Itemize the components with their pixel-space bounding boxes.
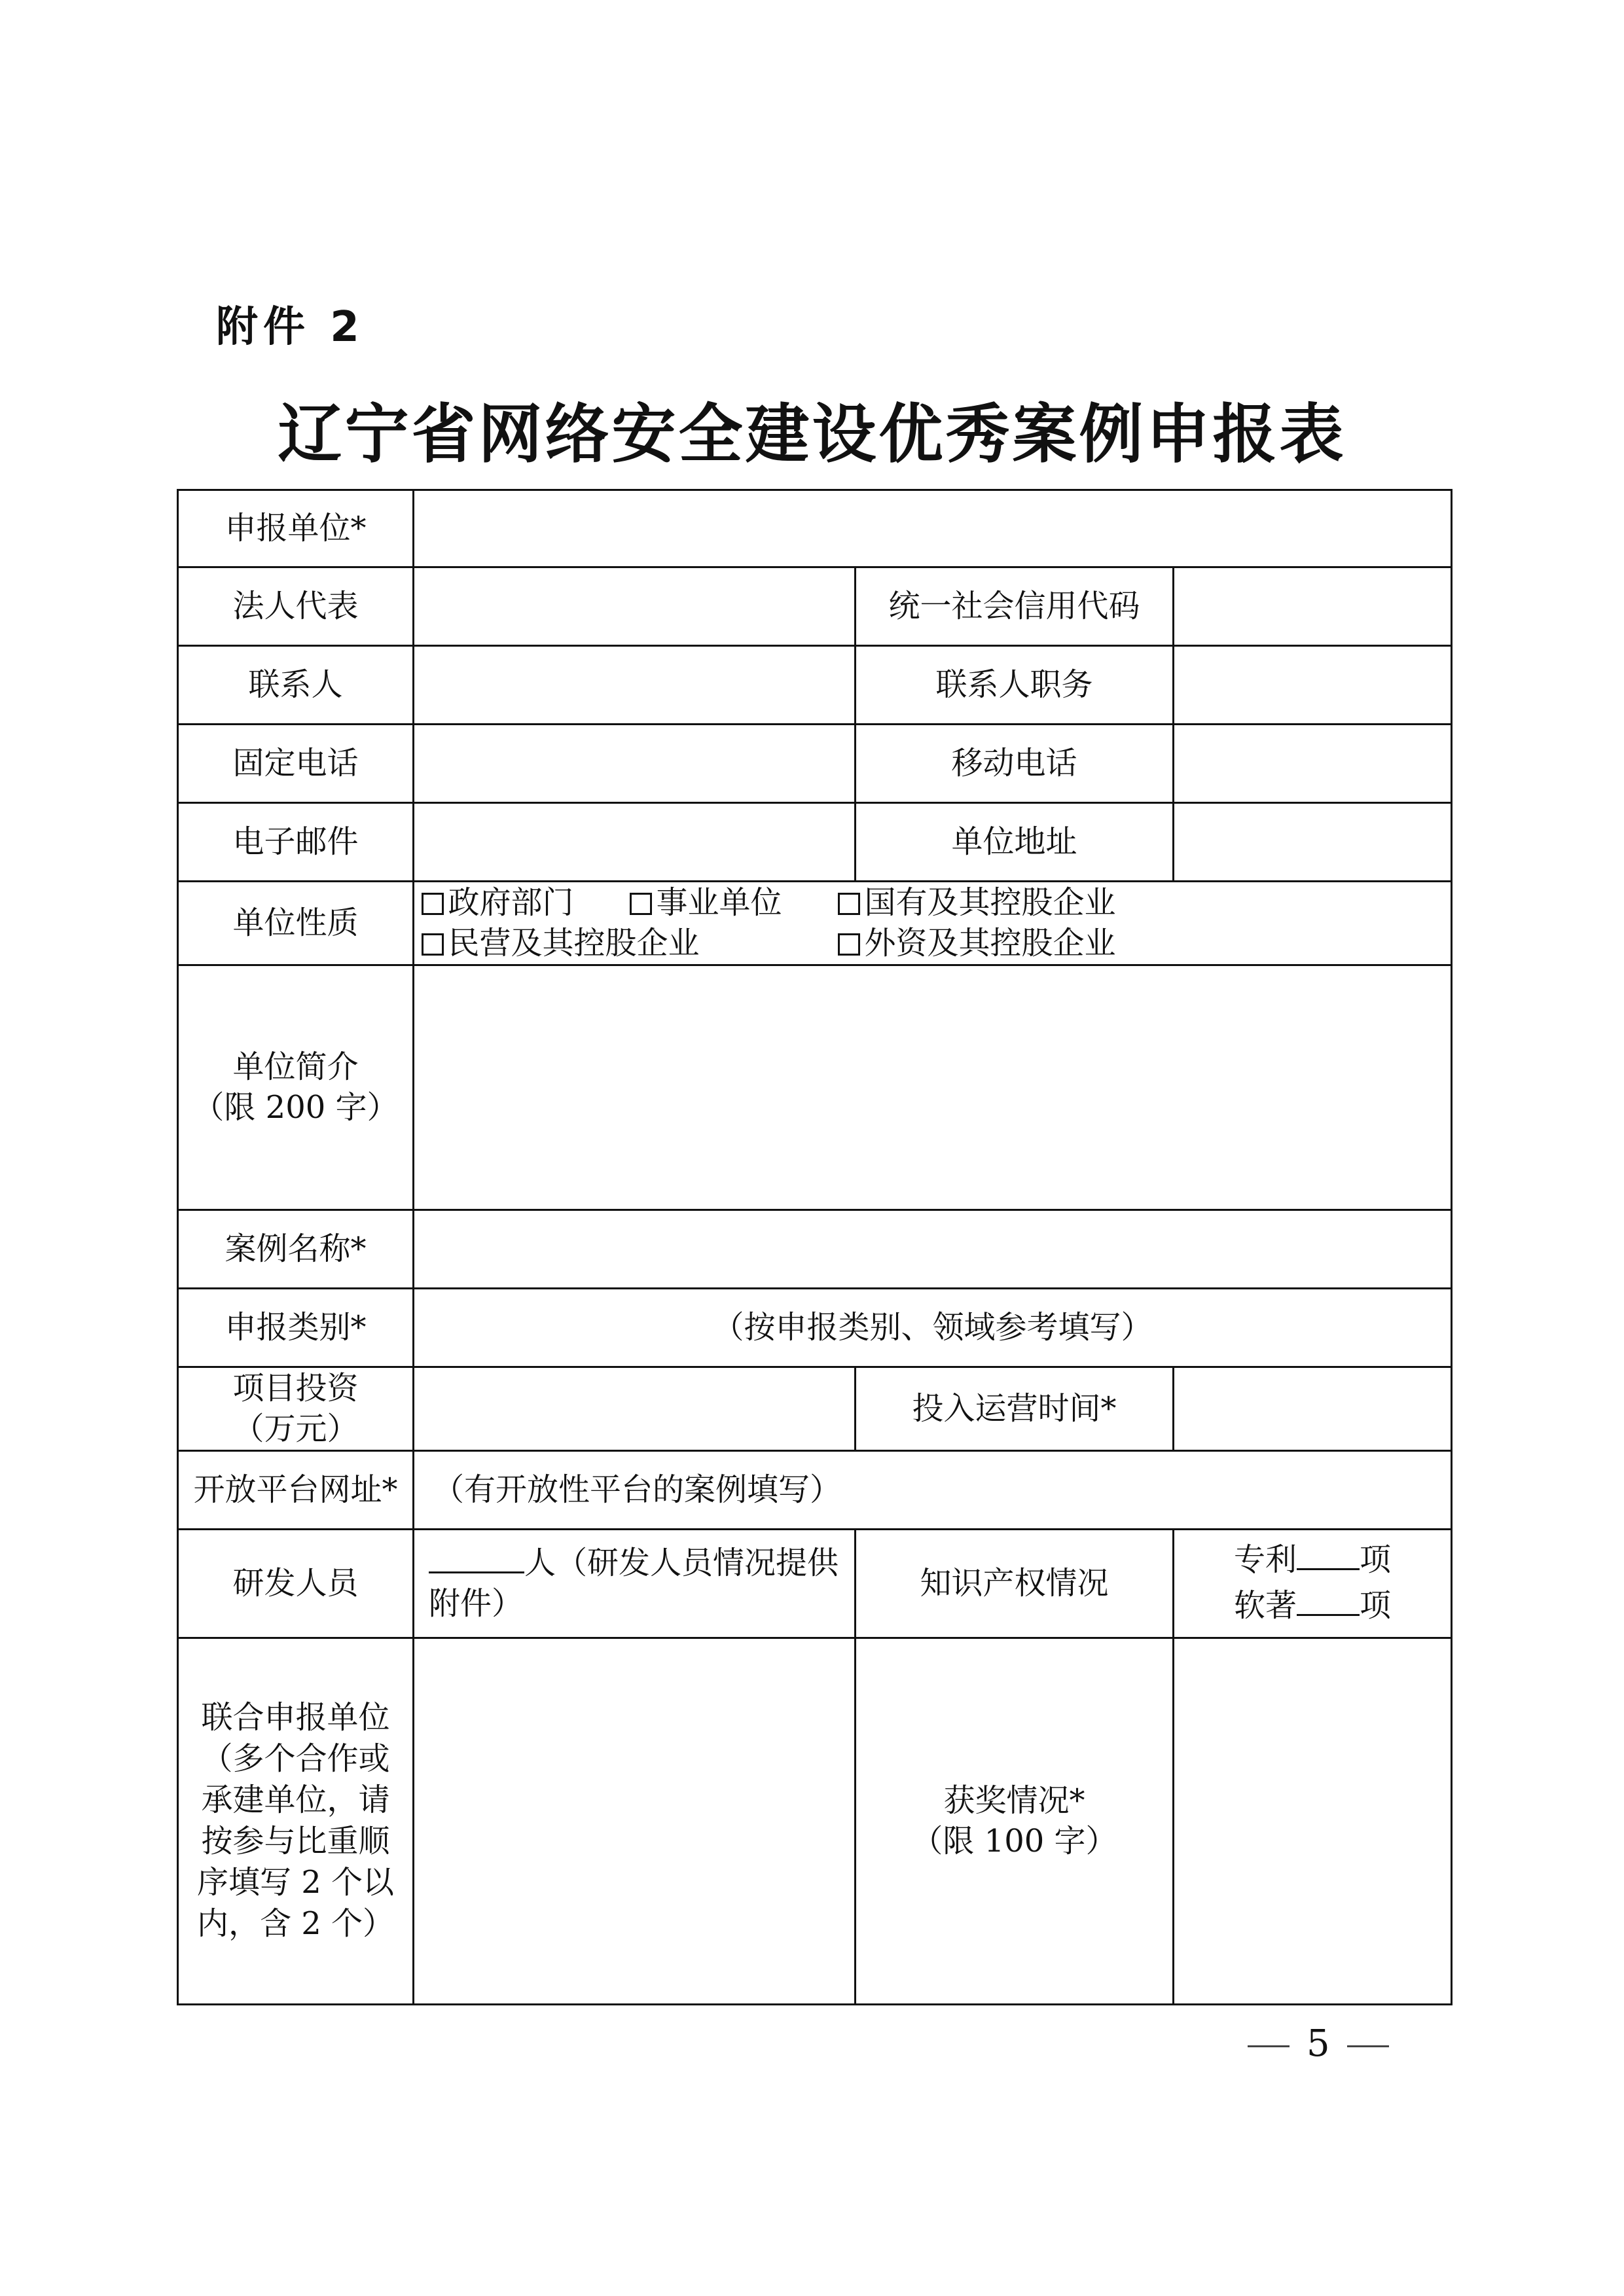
page-title: 辽宁省网络安全建设优秀案例申报表 [278, 397, 1346, 472]
option-public-institution[interactable]: 事业单位 [630, 882, 838, 923]
checkbox-icon [422, 893, 444, 915]
joint-units-label: 联合申报单位（多个合作或承建单位，请按参与比重顺序填写 2 个以内，含 2 个） [178, 1638, 414, 2004]
address-label: 单位地址 [856, 803, 1174, 882]
contact-title-field[interactable] [1174, 646, 1452, 725]
page-footer [1231, 2022, 1406, 2065]
mobile-field[interactable] [1174, 725, 1452, 803]
unit-nature-options [414, 882, 1452, 965]
unit-nature-label: 单位性质 [178, 882, 414, 965]
attachment-label: 附件 2 [216, 303, 365, 351]
operation-time-label: 投入运营时间* [856, 1367, 1174, 1450]
contact-field[interactable] [414, 646, 856, 725]
joint-units-field[interactable] [414, 1638, 856, 2004]
rd-staff-count-blank[interactable] [429, 1571, 524, 1573]
checkbox-icon [630, 893, 652, 915]
mobile-label: 移动电话 [856, 725, 1174, 803]
intro-label: 单位简介 （限 200 字） [178, 965, 414, 1210]
software-count-blank[interactable] [1297, 1614, 1360, 1616]
rd-staff-field[interactable]: 人（研发人员情况提供附件） [414, 1529, 856, 1638]
case-name-field[interactable] [414, 1210, 1452, 1288]
patent-count-blank[interactable] [1297, 1568, 1360, 1570]
ip-status-label: 知识产权情况 [856, 1529, 1174, 1638]
category-label: 申报类别* [178, 1288, 414, 1367]
awards-label: 获奖情况* （限 100 字） [856, 1638, 1174, 2004]
dash-left [1248, 2045, 1290, 2047]
legal-rep-field[interactable] [414, 567, 856, 646]
awards-field[interactable] [1174, 1638, 1452, 2004]
option-private[interactable]: 民营及其控股企业 [422, 923, 838, 963]
email-label: 电子邮件 [178, 803, 414, 882]
intro-field[interactable] [414, 965, 1452, 1210]
credit-code-field[interactable] [1174, 567, 1452, 646]
option-government[interactable]: 政府部门 [422, 882, 630, 923]
applicant-unit-label: 申报单位* [178, 490, 414, 567]
application-form [177, 489, 1453, 2005]
applicant-unit-field[interactable] [414, 490, 1452, 567]
investment-label: 项目投资 （万元） [178, 1367, 414, 1450]
email-field[interactable] [414, 803, 856, 882]
option-state-owned[interactable]: 国有及其控股企业 [838, 882, 1115, 923]
rd-staff-label: 研发人员 [178, 1529, 414, 1638]
case-name-label: 案例名称* [178, 1210, 414, 1288]
checkbox-icon [838, 893, 860, 915]
checkbox-icon [422, 933, 444, 956]
category-field[interactable]: （按申报类别、领域参考填写） [414, 1288, 1452, 1367]
page-number: 5 [1307, 2022, 1330, 2065]
landline-field[interactable] [414, 725, 856, 803]
operation-time-field[interactable] [1174, 1367, 1452, 1450]
credit-code-label: 统一社会信用代码 [856, 567, 1174, 646]
address-field[interactable] [1174, 803, 1452, 882]
platform-url-field[interactable]: （有开放性平台的案例填写） [414, 1450, 1452, 1529]
option-foreign[interactable]: 外资及其控股企业 [838, 923, 1115, 963]
legal-rep-label: 法人代表 [178, 567, 414, 646]
checkbox-icon [838, 933, 860, 956]
contact-label: 联系人 [178, 646, 414, 725]
ip-status-field: 专利 项 软著 项 [1174, 1529, 1452, 1638]
landline-label: 固定电话 [178, 725, 414, 803]
dash-right [1347, 2045, 1389, 2047]
investment-field[interactable] [414, 1367, 856, 1450]
contact-title-label: 联系人职务 [856, 646, 1174, 725]
platform-url-label: 开放平台网址* [178, 1450, 414, 1529]
